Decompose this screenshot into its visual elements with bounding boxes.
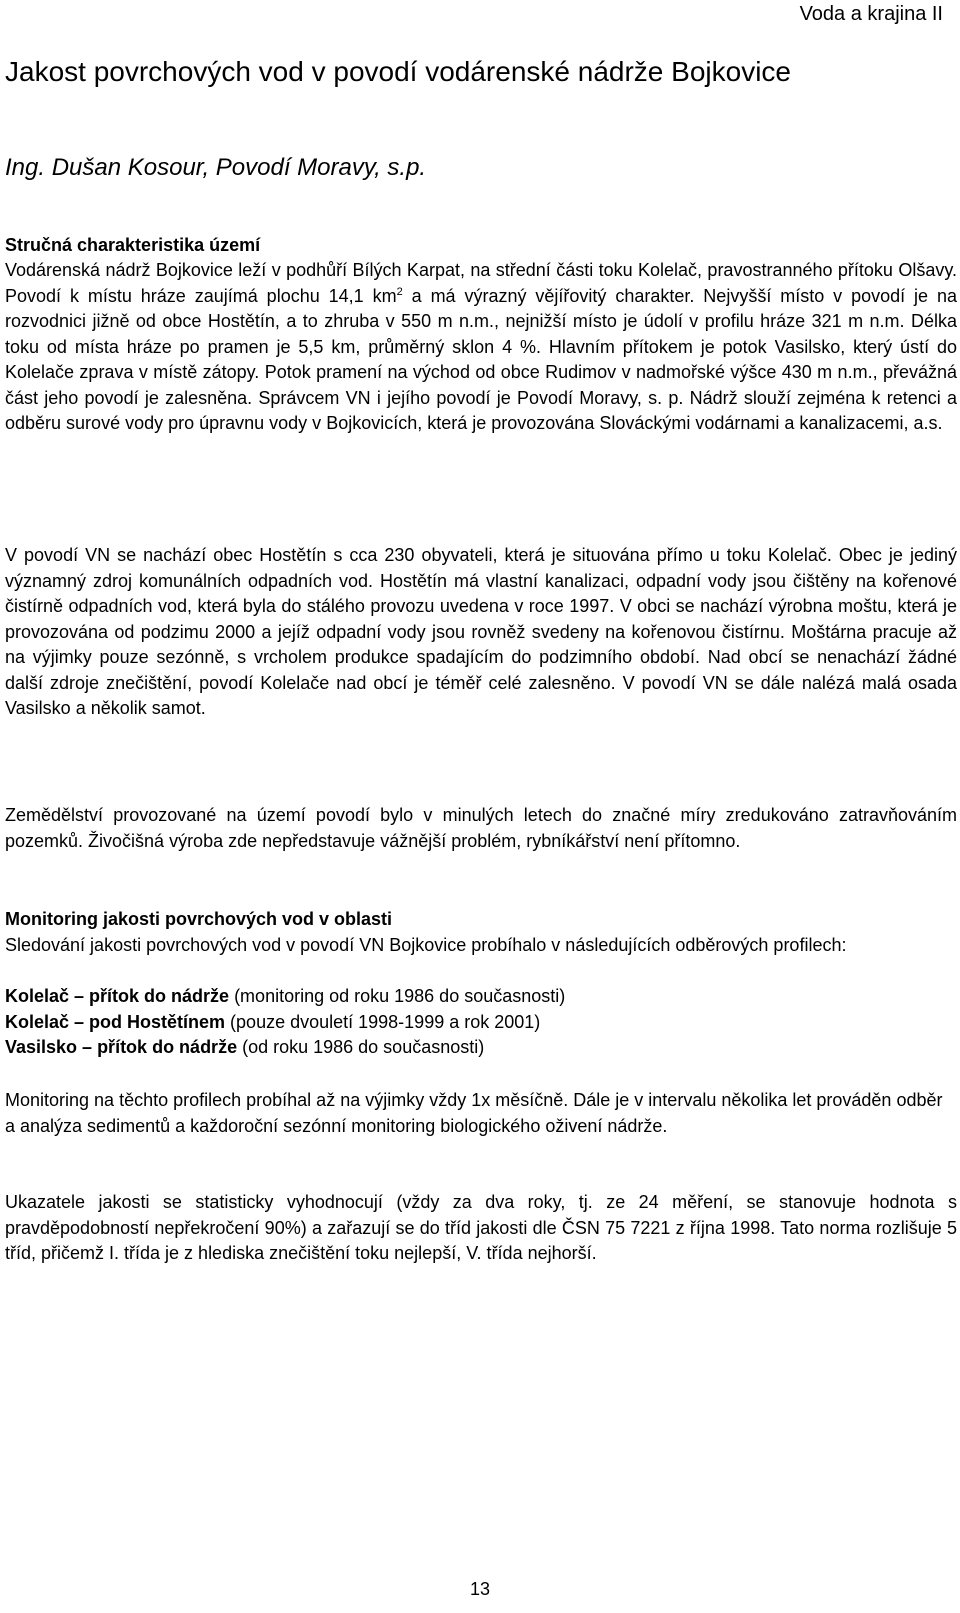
section-heading-monitoring: Monitoring jakosti povrchových vod v oblasti	[5, 909, 393, 929]
superscript-squared: 2	[396, 285, 403, 298]
article-title: Jakost povrchových vod v povodí vodárenské nádrže Bojkovice	[5, 56, 791, 87]
profile-name: Kolelač – přítok do nádrže	[5, 986, 230, 1006]
running-header: Voda a krajina II	[799, 3, 943, 25]
paragraph-agriculture: Zemědělství provozované na území povodí bylo v minulých letech do značné míry zredukováno zatravňováním pozemků. Živočišná výroba zde nepředstavuje vážnější problém, rybníkářství není přítomno.	[5, 805, 957, 851]
profile-item	[5, 1035, 957, 1061]
paragraph-quality-indicators: Ukazatele jakosti se statisticky vyhodnocují (vždy za dva roky, tj. ze 24 měření, se stanovuje hodnota s pravděpodobností nepřekročení 90%) a zařazují se do tříd jakosti dle ČSN 75 7221 z října 1998. Tato norma rozlišuje 5 tříd, přičemž I. třída je z hlediska znečištění toku nejlepší, V. třída nejhorší.	[5, 1192, 957, 1263]
profile-note: (pouze dvouletí 1998-1999 a rok 2001)	[225, 1011, 541, 1032]
profile-item	[5, 984, 957, 1010]
paragraph-characteristics	[5, 258, 957, 437]
paragraph-monitoring-frequency: Monitoring na těchto profilech probíhal až na výjimky vždy 1x měsíčně. Dále je v intervalu několika let prováděn odběr a analýza sedimentů a každoroční sezónní monitoring biologického oživení nádrže.	[5, 1090, 943, 1136]
paragraph-characteristics-part2: a má výrazný vějířovitý charakter. Nejvyšší místo v povodí je na rozvodnici jižně od obce Hostětín, a to zhruba v 550 m n.m., nejnižší místo je údolí v profilu hráze 321 m n.m. Délka toku od místa hráze po pramen je 5,5 km, průměrný sklon 4 %. Hlavním přítokem je potok Vasilsko, který ústí do Kolelače zprava v místě zátopy. Potok pramení na východ od obce Rudimov v nadmořské výšce 430 m n.m., převážná část jeho povodí je zalesněna. Správcem VN i jejího povodí je Povodí Moravy, s. p. Nádrž slouží zejména k retenci a odběru surové vody pro úpravnu vody v Bojkovicích, která je provozována Slováckými vodárnami a kanalizacemi, a.s.	[5, 285, 957, 433]
paragraph-characteristics-part1: Vodárenská nádrž Bojkovice leží v podhůří Bílých Karpat, na střední části toku Kolelač, pravostranného přítoku Olšavy. Povodí k místu hráze zaujímá plochu 14,1 km	[5, 260, 957, 306]
paragraph-monitoring-intro: Sledování jakosti povrchových vod v povodí VN Bojkovice probíhalo v následujících odběrových profilech:	[5, 935, 847, 955]
paragraph-hostetin: V povodí VN se nachází obec Hostětín s cca 230 obyvateli, která je situována přímo u toku Kolelač. Obec je jediný významný zdroj komunálních odpadních vod. Hostětín má vlastní kanalizaci, odpadní vody jsou čištěny na kořenové čistírně odpadních vod, která byla do stálého provozu uvedena v roce 1997. V obci se nachází výrobna moštu, která je provozována od podzimu 2000 a jejíž odpadní vody jsou rovněž svedeny na kořenovou čistírnu. Moštárna pracuje až na výjimky pouze sezónně, s vrcholem produkce spadajícím do podzimního období. Nad obcí se nenachází žádné další zdroje znečištění, povodí Kolelače nad obcí je téměř celé zalesněno. V povodí VN se dále nalézá malá osada Vasilsko a několik samot.	[5, 545, 957, 718]
profile-name: Kolelač – pod Hostětínem	[5, 1011, 226, 1032]
page-number: 13	[469, 1579, 491, 1599]
section-heading-characteristics: Stručná charakteristika území	[5, 235, 261, 255]
profile-note: (od roku 1986 do současnosti)	[237, 1037, 485, 1057]
profile-list	[5, 984, 957, 1061]
profile-name: Vasilsko – přítok do nádrže	[5, 1037, 238, 1057]
article-author: Ing. Dušan Kosour, Povodí Moravy, s.p.	[5, 154, 427, 181]
profile-item	[5, 1010, 957, 1036]
profile-note: (monitoring od roku 1986 do současnosti)	[229, 986, 566, 1006]
